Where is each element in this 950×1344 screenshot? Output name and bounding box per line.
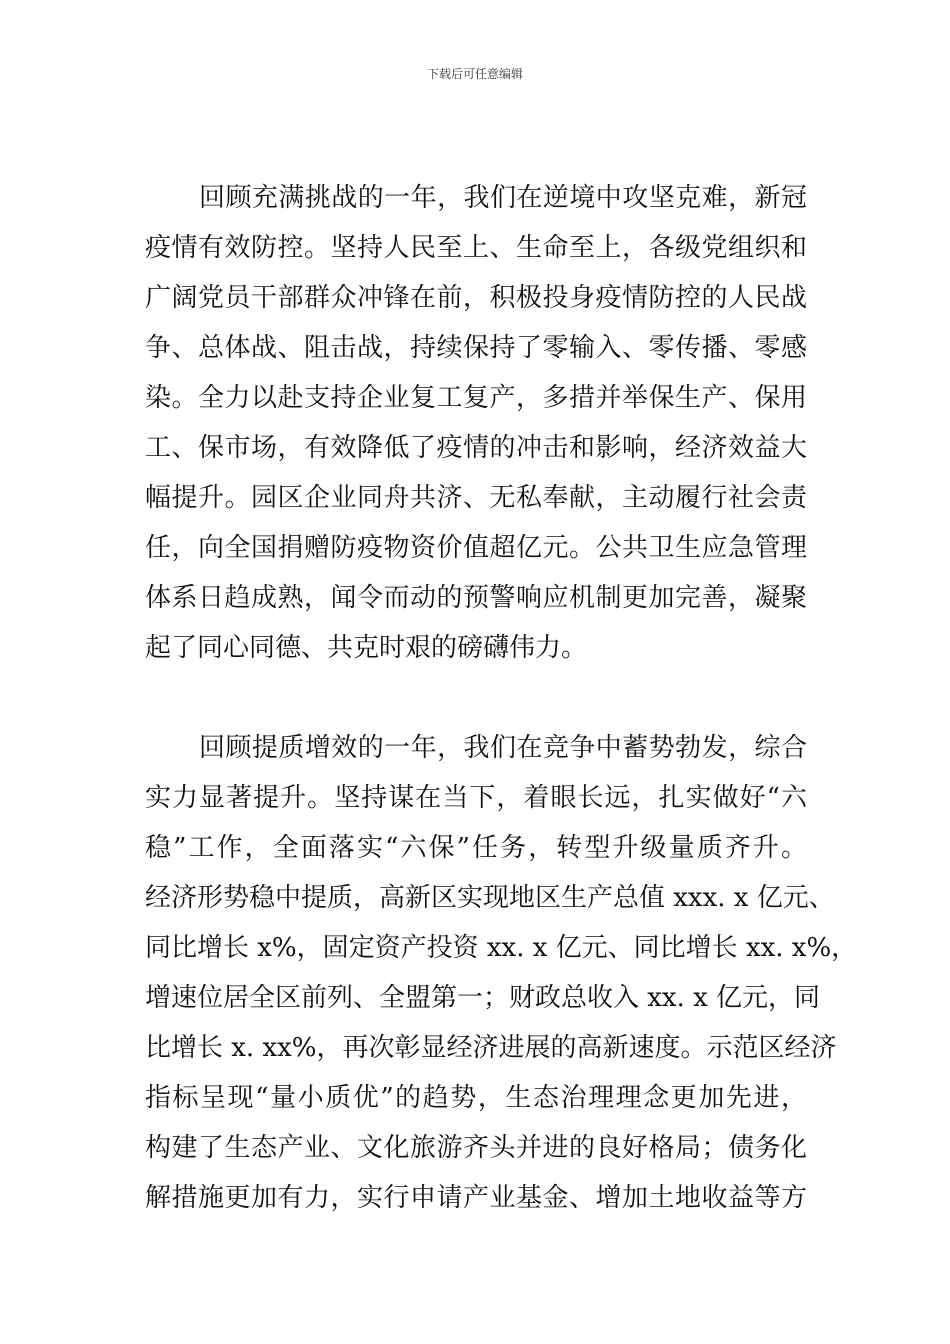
- text-line: 比增长 x. xx%，再次彰显经济进展的高新速度。示范区经济: [145, 1033, 837, 1063]
- text-line: 起了同心同德、共克时艰的磅礴伟力。: [145, 633, 588, 663]
- text-line: 疫情有效防控。坚持人民至上、生命至上，各级党组织和: [145, 233, 807, 263]
- text-line: 染。全力以赴支持企业复工复产，多措并举保生产、保用: [145, 383, 807, 413]
- text-line: 体系日趋成熟，闻令而动的预警响应机制更加完善，凝聚: [145, 583, 807, 613]
- text-line: 回顾提质增效的一年，我们在竞争中蓄势勃发，综合: [199, 733, 807, 763]
- text-line: 稳”工作，全面落实“六保”任务，转型升级量质齐升。: [145, 833, 807, 863]
- paragraph-quality-review: [145, 723, 858, 1223]
- text-line: 构建了生态产业、文化旅游齐头并进的良好格局；债务化: [145, 1133, 807, 1163]
- text-line: 经济形势稳中提质，高新区实现地区生产总值 xxx. x 亿元、: [145, 883, 835, 913]
- text-line: 实力显著提升。坚持谋在当下，着眼长远，扎实做好“六: [145, 783, 807, 813]
- text-line: 回顾充满挑战的一年，我们在逆境中攻坚克难，新冠: [199, 183, 807, 213]
- text-line: 工、保市场，有效降低了疫情的冲击和影响，经济效益大: [145, 433, 807, 463]
- text-line: 增速位居全区前列、全盟第一；财政总收入 xx. x 亿元，同: [145, 983, 821, 1013]
- page-header: 下载后可任意编辑: [426, 67, 523, 81]
- text-line: 争、总体战、阻击战，持续保持了零输入、零传播、零感: [145, 333, 807, 363]
- text-line: 幅提升。园区企业同舟共济、无私奉献，主动履行社会责: [145, 483, 807, 513]
- text-line: 指标呈现“量小质优”的趋势，生态治理理念更加先进，: [145, 1083, 807, 1113]
- text-line: 解措施更加有力，实行申请产业基金、增加土地收益等方: [145, 1183, 807, 1213]
- text-line: 同比增长 x%，固定资产投资 xx. x 亿元、同比增长 xx. x%，: [145, 933, 858, 963]
- paragraph-epidemic-review: [145, 173, 807, 673]
- text-line: 任，向全国捐赠防疫物资价值超亿元。公共卫生应急管理: [145, 533, 807, 563]
- text-line: 广阔党员干部群众冲锋在前，积极投身疫情防控的人民战: [145, 283, 807, 313]
